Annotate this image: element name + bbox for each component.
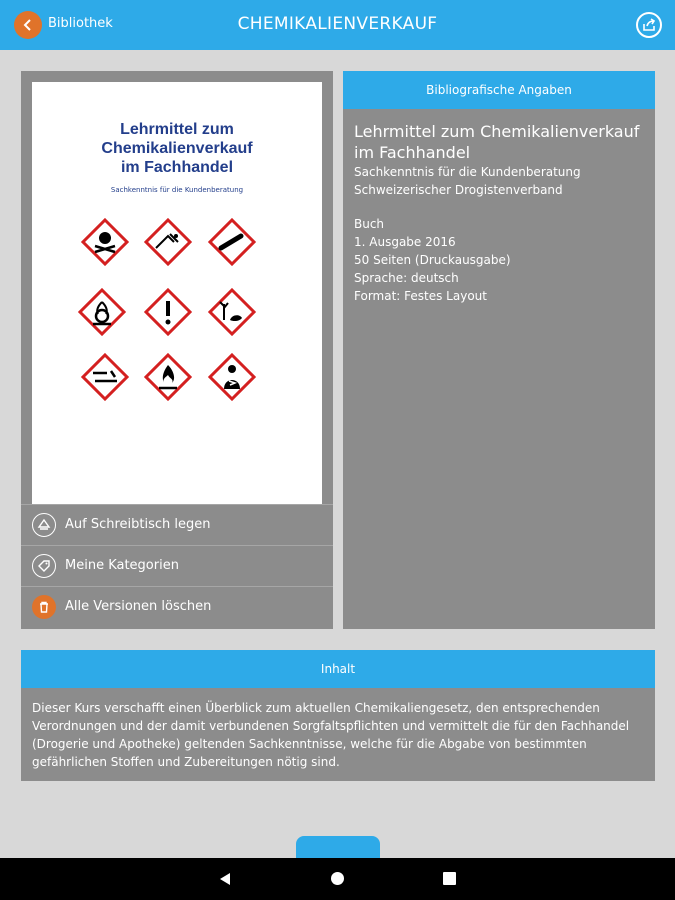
environment-hazard-icon	[208, 288, 256, 336]
categories-label: Meine Kategorien	[65, 558, 179, 573]
exclamation-hazard-icon	[144, 288, 192, 336]
corrosive-hazard-icon	[144, 218, 192, 266]
book-cover[interactable]	[32, 82, 322, 504]
content-description: Dieser Kurs verschafft einen Überblick zum aktuellen Chemikaliengesetz, den entsprechenden Verordnungen und der damit verbundenen Sorgfaltspflichten und vermittelt die für den Fachhandel (Drogerie und Apotheke) geltenden Sachkenntnisse, welche für die Abgabe von bestimmten gefährlichen Stoffen und Zubereitungen nötig sind.	[32, 701, 630, 769]
book-format: Format: Festes Layout	[354, 289, 487, 303]
nav-back-icon[interactable]	[218, 872, 232, 886]
corrosion-hazard-icon	[81, 353, 129, 401]
skull-hazard-icon	[81, 218, 129, 266]
trash-icon	[32, 595, 56, 619]
book-panel	[21, 71, 333, 629]
book-pages: 50 Seiten (Druckausgabe)	[354, 253, 511, 267]
add-to-desk-label: Auf Schreibtisch legen	[65, 517, 211, 532]
bibliographic-panel	[343, 71, 655, 629]
health-hazard-icon	[208, 353, 256, 401]
book-language: Sprache: deutsch	[354, 271, 459, 285]
book-edition: 1. Ausgabe 2016	[354, 235, 456, 249]
back-label[interactable]: Bibliothek	[48, 16, 113, 31]
add-to-desk-button[interactable]	[21, 504, 333, 544]
desk-icon	[32, 513, 56, 537]
book-publisher: Schweizerischer Drogistenverband	[354, 183, 563, 197]
cover-subtitle: Sachkenntnis für die Kundenberatung	[110, 186, 244, 194]
cover-title: Lehrmittel zum Chemikalienverkauf im Fachhandel	[101, 121, 253, 176]
delete-versions-button[interactable]	[21, 586, 333, 626]
delete-versions-label: Alle Versionen löschen	[65, 599, 212, 614]
oxidizing-hazard-icon	[78, 288, 126, 336]
bibliographic-details	[343, 109, 655, 317]
nav-home-icon[interactable]	[331, 872, 344, 885]
share-icon	[642, 18, 656, 32]
book-subtitle: Sachkenntnis für die Kundenberatung	[354, 165, 581, 179]
system-navbar	[0, 858, 675, 900]
content-heading: Inhalt	[21, 650, 655, 688]
book-title: Lehrmittel zum Chemikalienverkauf im Fachhandel	[354, 122, 640, 162]
share-button[interactable]	[636, 12, 662, 38]
categories-button[interactable]	[21, 545, 333, 585]
bottom-tab-handle[interactable]	[296, 836, 380, 860]
page-title: CHEMIKALIENVERKAUF	[237, 14, 438, 34]
app-header	[0, 0, 675, 50]
content-panel	[21, 650, 655, 781]
bibliographic-heading: Bibliografische Angaben	[343, 71, 655, 109]
nav-recent-icon[interactable]	[443, 872, 456, 885]
book-type: Buch	[354, 217, 385, 231]
flammable-hazard-icon	[144, 353, 192, 401]
tag-icon	[32, 554, 56, 578]
gas-cylinder-hazard-icon	[208, 218, 256, 266]
